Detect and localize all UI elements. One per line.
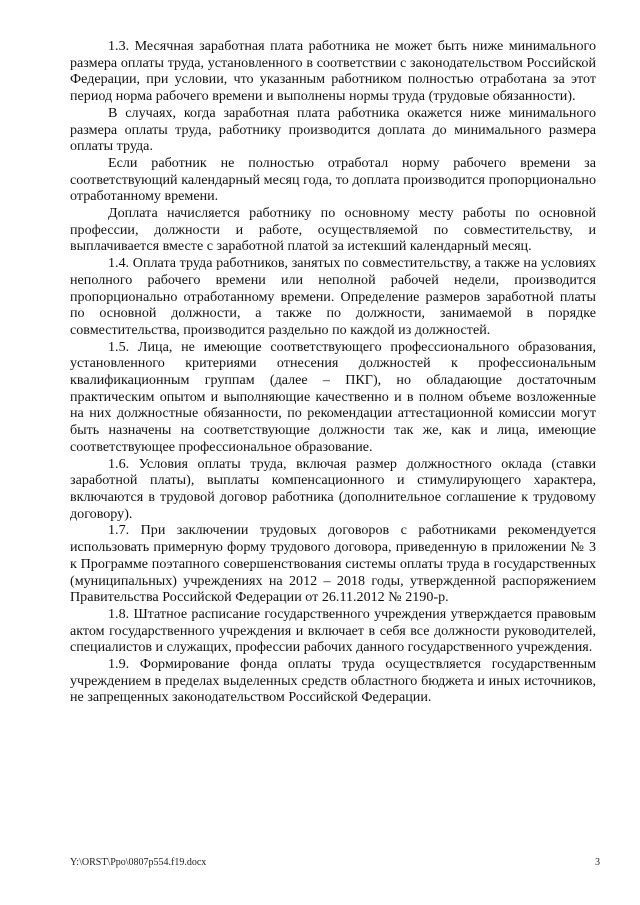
paragraph-1-4: 1.4. Оплата труда работников, занятых по совместительству, а также на условиях неполного рабочего времени или неполной рабочей недели, производится пропорционально отработанному времени. Определение размеров заработной платы по основной должности, а также по должности, занимаемой в порядке совместительства, производится раздельно по каждой из должностей.: [70, 255, 596, 338]
footer-file-path: Y:\ORST\Ppo\0807p554.f19.docx: [70, 857, 207, 868]
paragraph-1-3: 1.3. Месячная заработная плата работника не может быть ниже минимального размера оплаты труда, установленного в соответствии с законодательством Российской Федерации, при условии, что указанным работником полностью отработана за этот период норма рабочего времени и выполнены нормы труда (трудовые обязанности).: [70, 38, 596, 105]
paragraph-1-3-partial-hours: Если работник не полностью отработал норму рабочего времени за соответствующий календарный месяц года, то доплата производится пропорционально отработанному времени.: [70, 154, 596, 205]
page-number: 3: [595, 857, 600, 868]
paragraph-1-8: 1.8. Штатное расписание государственного учреждения утверждается правовым актом государственного учреждения и включает в себя все должности руководителей, специалистов и служащих, профессии рабочих данного государственного учреждения.: [70, 605, 596, 656]
paragraph-1-5: 1.5. Лица, не имеющие соответствующего профессионального образования, установленного критериями отнесения должностей к профессиональным квалификационным группам (далее – ПКГ), но обладающие достаточным практическим опытом и выполняющие качественно и в полном объеме возложенные на них должностные обязанности, по рекомендации аттестационной комиссии могут быть назначены на соответствующие должности так же, как и лица, имеющие соответствующее профессиональное образование.: [70, 338, 596, 455]
document-body: [70, 38, 596, 706]
paragraph-1-3-low-wage: В случаях, когда заработная плата работника окажется ниже минимального размера оплаты труда, работнику производится доплата до минимального размера оплаты труда.: [70, 104, 596, 155]
paragraph-1-9: 1.9. Формирование фонда оплаты труда осуществляется государственным учреждением в пределах выделенных средств областного бюджета и иных источников, не запрещенных законодательством Российской Федерации.: [70, 656, 596, 706]
paragraph-1-3-supplement: Доплата начисляется работнику по основному месту работы по основной профессии, должности и работе, осуществляемой по совместительству, и выплачивается вместе с заработной платой за истекший календарный месяц.: [70, 205, 596, 255]
paragraph-1-6: 1.6. Условия оплаты труда, включая размер должностного оклада (ставки заработной платы), выплаты компенсационного и стимулирующего характера, включаются в трудовой договор работника (дополнительное соглашение к трудовому договору).: [70, 455, 596, 522]
paragraph-1-7: 1.7. При заключении трудовых договоров с работниками рекомендуется использовать примерную форму трудового договора, приведенную в приложении № 3 к Программе поэтапного совершенствования системы оплаты труда в государственных (муниципальных) учреждениях на 2012 – 2018 годы, утвержденной распоряжением Правительства Российской Федерации от 26.11.2012 № 2190-р.: [70, 522, 596, 606]
